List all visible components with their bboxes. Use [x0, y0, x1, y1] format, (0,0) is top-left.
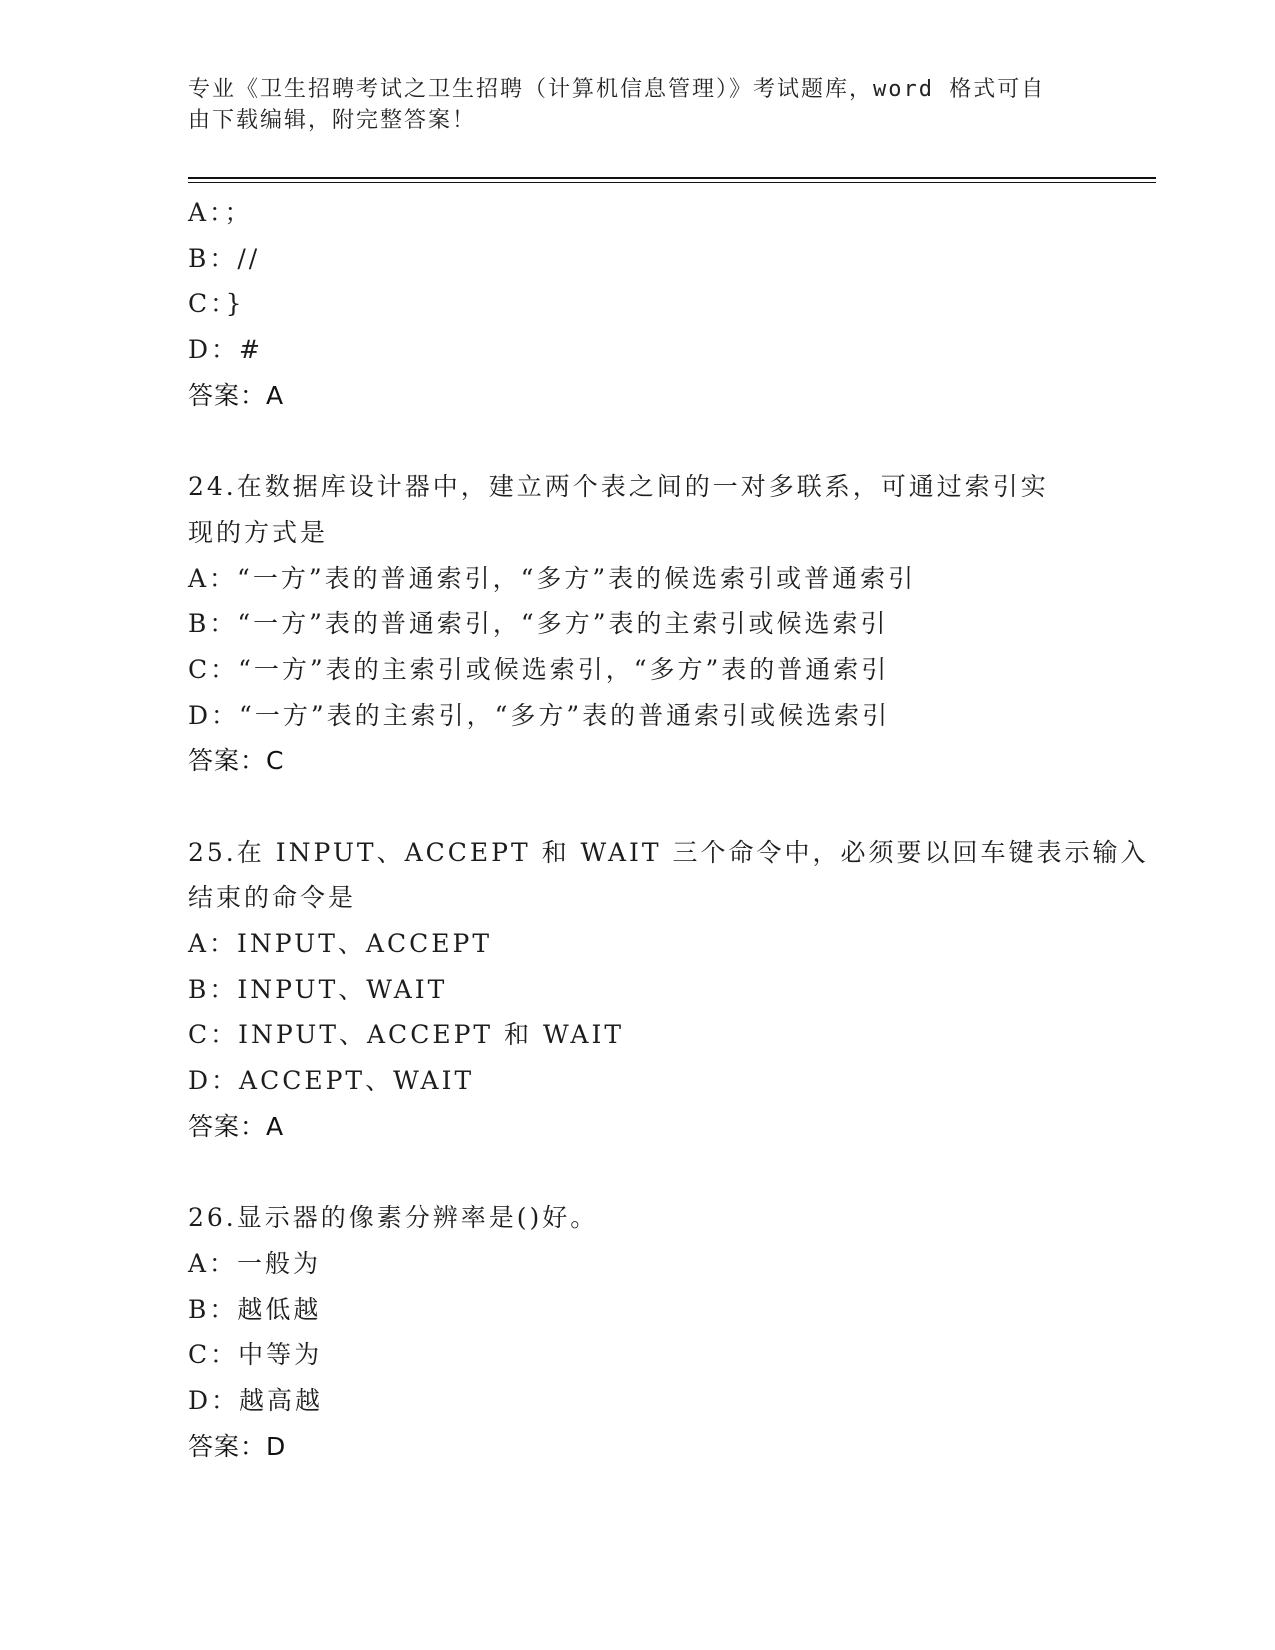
- option-d: D：ACCEPT、WAIT: [188, 1066, 475, 1096]
- header-divider-thin: [188, 182, 1156, 183]
- block-spacer: [188, 1149, 1148, 1195]
- option-c: C：中等为: [188, 1340, 323, 1370]
- question-block-24: [188, 464, 1148, 784]
- option-b: B：//: [188, 243, 261, 273]
- option-a: A：“一方”表的普通索引，“多方”表的候选索引或普通索引: [188, 563, 917, 593]
- question-text-line-1: 26.显示器的像素分辨率是()好。: [188, 1203, 599, 1233]
- answer-line: 答案：D: [188, 1431, 287, 1461]
- document-header: 专业《卫生招聘考试之卫生招聘（计算机信息管理）》考试题库，word 格式可自由下载编辑，附完整答案！: [188, 77, 1046, 133]
- question-list: [188, 190, 1148, 1469]
- option-a: A：INPUT、ACCEPT: [188, 929, 492, 958]
- option-c: C：}: [188, 289, 245, 319]
- question-text-line-2: 结束的命令是: [188, 883, 357, 913]
- option-b: B：INPUT、WAIT: [188, 974, 448, 1004]
- option-d: D：越高越: [188, 1385, 324, 1415]
- header-divider-thick: [188, 177, 1156, 179]
- answer-line: 答案：A: [188, 1111, 285, 1141]
- answer-line: 答案：C: [188, 746, 285, 776]
- question-text-line-1: 24.在数据库设计器中，建立两个表之间的一对多联系，可通过索引实: [188, 472, 1049, 502]
- option-a: A：一般为: [188, 1248, 322, 1278]
- option-d: D：“一方”表的主索引，“多方”表的普通索引或候选索引: [188, 700, 891, 730]
- question-text-line-1: 25.在 INPUT、ACCEPT 和 WAIT 三个命令中，必须要以回车键表示输入: [188, 837, 1149, 867]
- option-b: B：越低越: [188, 1294, 322, 1324]
- block-spacer: [188, 784, 1148, 830]
- option-b: B：“一方”表的普通索引，“多方”表的主索引或候选索引: [188, 609, 889, 639]
- option-a: A：；: [188, 198, 253, 227]
- block-spacer: [188, 418, 1148, 464]
- question-block-25: [188, 830, 1148, 1150]
- answer-line: 答案：A: [188, 380, 285, 410]
- question-block-26: [188, 1195, 1148, 1469]
- option-c: C：“一方”表的主索引或候选索引，“多方”表的普通索引: [188, 654, 890, 684]
- option-d: D：#: [188, 335, 263, 365]
- option-c: C：INPUT、ACCEPT 和 WAIT: [188, 1020, 625, 1050]
- question-block-23: [188, 190, 1148, 418]
- question-text-line-2: 现的方式是: [188, 517, 329, 547]
